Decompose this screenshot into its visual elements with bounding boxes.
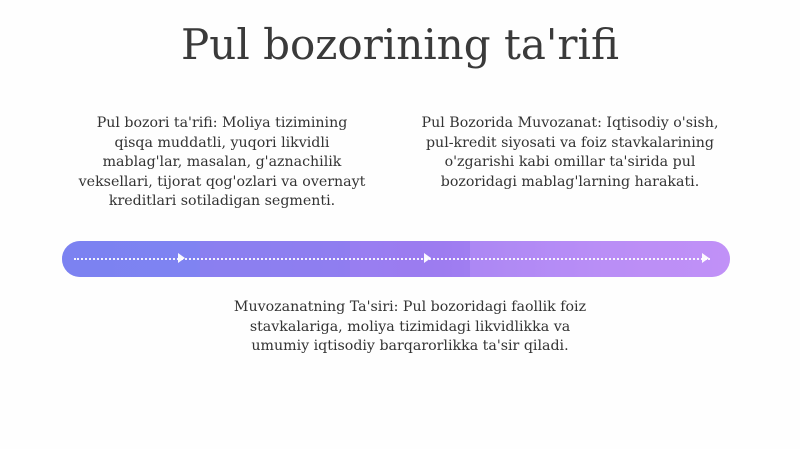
arrow-right-icon	[702, 253, 709, 263]
slide-title: Pul bozorining ta'rifi	[181, 20, 619, 69]
text-line: umumiy iqtisodiy barqarorlikka ta'sir qiladi.	[251, 338, 569, 354]
text-line: pul-kredit siyosati va foiz stavkalarining	[425, 134, 715, 151]
text-line: mablag'lar, masalan, g'aznachilik	[102, 154, 342, 170]
text-line: veksellari, tijorat qog'ozlari va overnayt	[78, 173, 366, 190]
arrow-right-icon	[424, 253, 431, 263]
text-line: kreditlari sotiladigan segmenti.	[108, 193, 336, 209]
text-line: qisqa muddatli, yuqori likvidli	[114, 134, 330, 151]
text-line: o'zgarishi kabi omillar ta'sirida pul	[444, 154, 696, 170]
dotted-line	[74, 258, 710, 260]
text-line: stavkalariga, moliya tizimidagi likvidlikka va	[249, 318, 571, 335]
text-line: Pul bozori ta'rifi: Moliya tizimining	[96, 115, 348, 131]
arrow-right-icon	[178, 253, 185, 263]
timeline-bar	[62, 241, 730, 277]
text-line: bozoridagi mablag'larning harakati.	[440, 173, 700, 190]
text-line: Pul Bozorida Muvozanat: Iqtisodiy o'sish,	[421, 115, 719, 131]
equilibrium-text-block	[420, 114, 720, 192]
text-line: Muvozanatning Ta'siri: Pul bozoridagi faollik foiz	[233, 299, 587, 315]
definition-text-block	[72, 114, 372, 212]
impact-text-block	[200, 298, 620, 357]
